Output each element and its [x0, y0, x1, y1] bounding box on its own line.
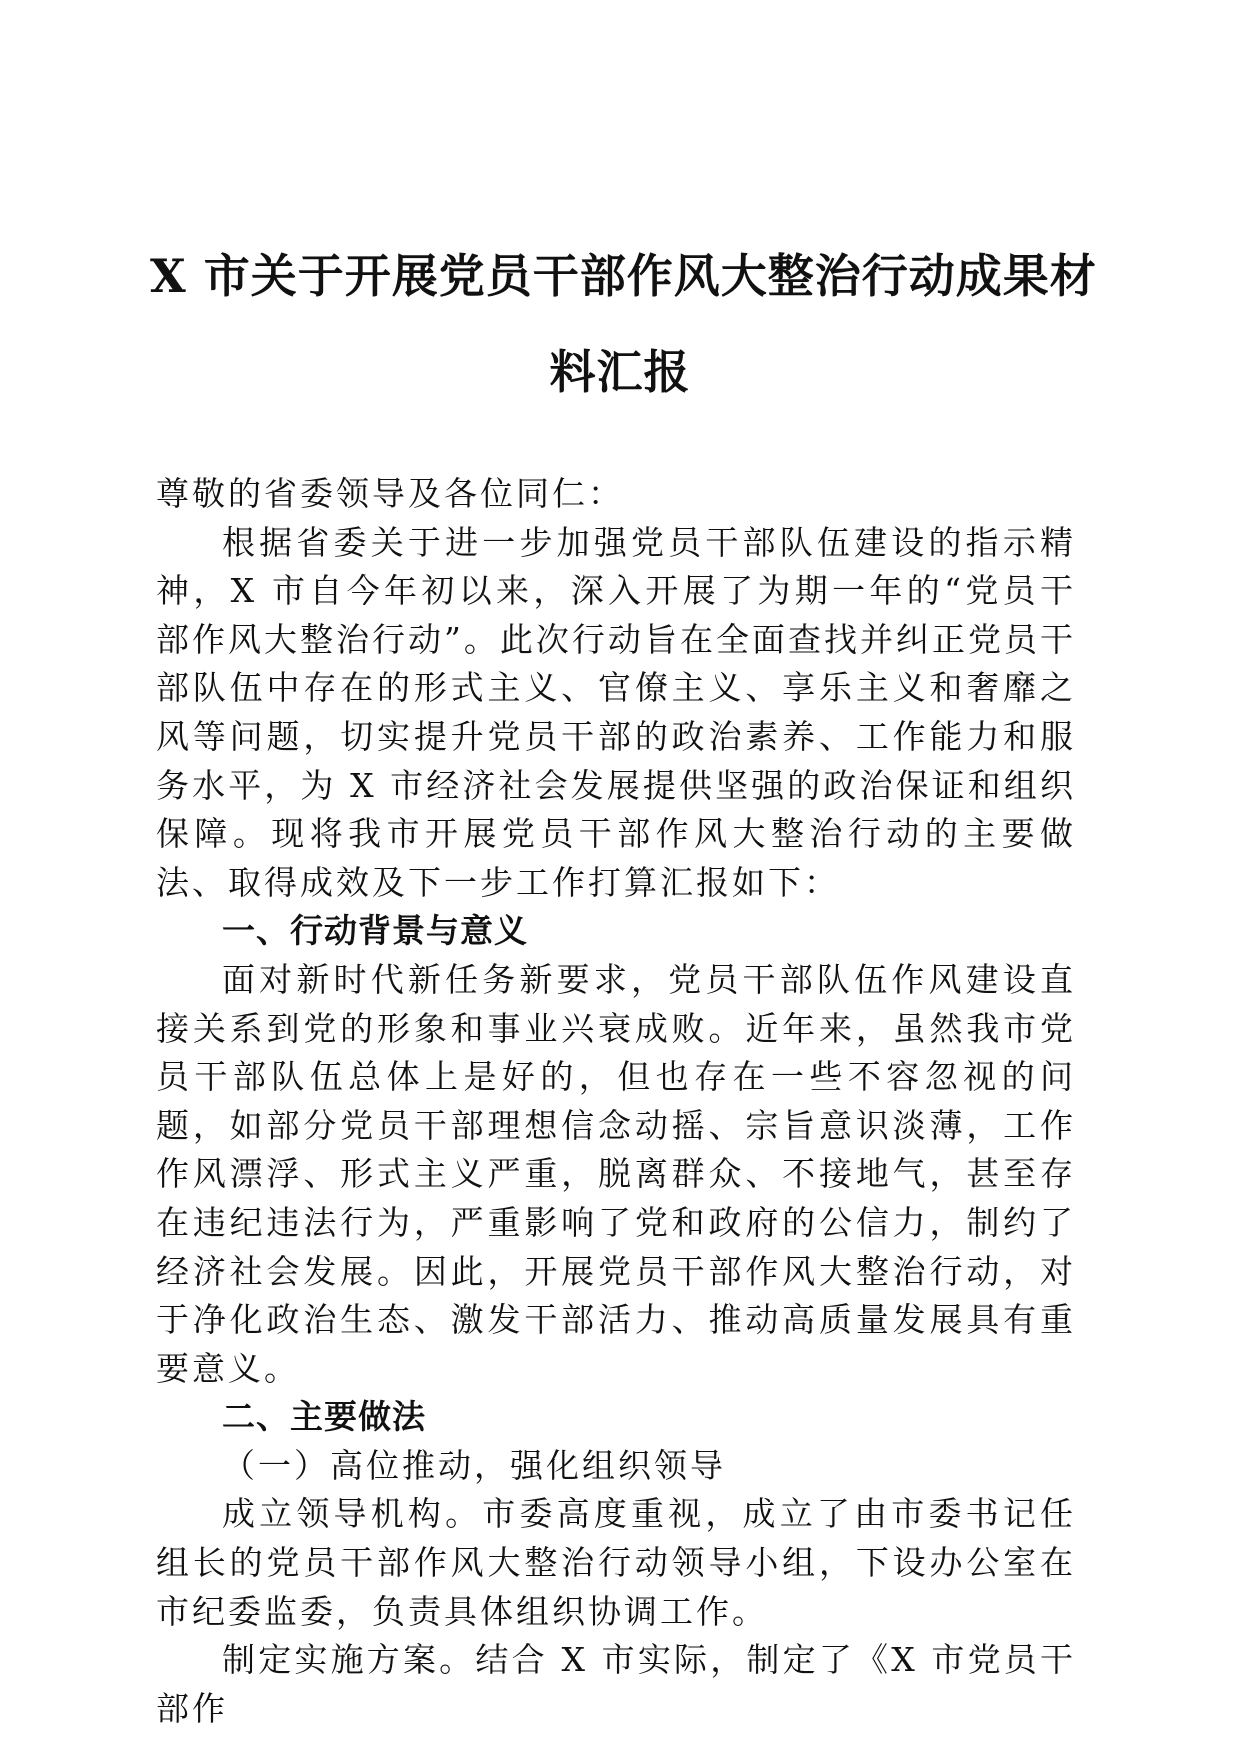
- leadership-paragraph: 成立领导机构。市委高度重视，成立了由市委书记任组长的党员干部作风大整治行动领导小组，下设办公室在市纪委监委，负责具体组织协调工作。: [156, 1494, 1076, 1631]
- salutation: 尊敬的省委领导及各位同仁：: [156, 474, 624, 513]
- section-heading-background: 一、行动背景与意义: [222, 911, 528, 951]
- subsection-heading-leadership: （一）高位推动，强化组织领导: [222, 1445, 726, 1485]
- background-paragraph: 面对新时代新任务新要求，党员干部队伍作风建设直接关系到党的形象和事业兴衰成败。近年来，虽然我市党员干部队伍总体上是好的，但也存在一些不容忽视的问题，如部分党员干部理想信念动摇、宗旨意识淡薄，工作作风漂浮、形式主义严重，脱离群众、不接地气，甚至存在违纪违法行为，严重影响了党和政府的公信力，制约了经济社会发展。因此，开展党员干部作风大整治行动，对于净化政治生态、激发干部活力、推动高质量发展具有重要意义。: [156, 959, 1076, 1388]
- title-line-1: X 市关于开展党员干部作风大整治行动成果材: [150, 249, 1097, 303]
- document-body: [156, 470, 1076, 1733]
- document-title: [150, 228, 1097, 420]
- title-line-2: 料汇报: [549, 345, 691, 399]
- plan-paragraph: 制定实施方案。结合 X 市实际，制定了《X 市党员干部作: [156, 1640, 1076, 1728]
- intro-paragraph: 根据省委关于进一步加强党员干部队伍建设的指示精神，X 市自今年初以来，深入开展了为期一年的“党员干部作风大整治行动”。此次行动旨在全面查找并纠正党员干部队伍中存在的形式主义、官僚主义、享乐主义和奢靡之风等问题，切实提升党员干部的政治素养、工作能力和服务水平，为 X 市经济社会发展提供坚强的政治保证和组织保障。现将我市开展党员干部作风大整治行动的主要做法、取得成效及下一步工作打算汇报如下：: [156, 522, 1076, 902]
- section-heading-main-practices: 二、主要做法: [222, 1397, 426, 1437]
